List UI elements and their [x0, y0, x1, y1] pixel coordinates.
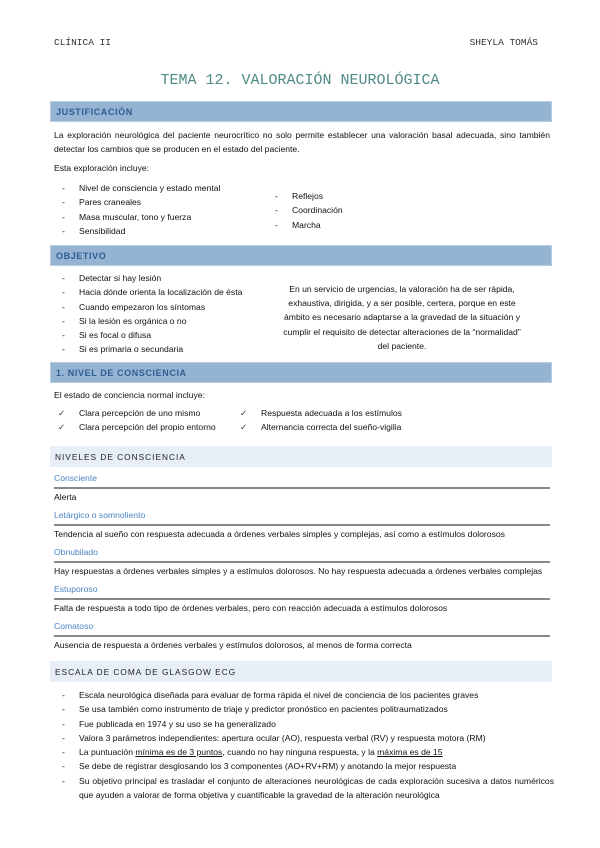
check-item: ✓ Alternancia correcta del sueño-vigilia: [236, 420, 402, 434]
list-item: - Fue publicada en 1974 y su uso se ha generalizado: [54, 717, 554, 731]
section-objetivo-heading: OBJETIVO: [50, 245, 552, 266]
list-item: - Si es focal o difusa: [54, 328, 242, 342]
check-item: ✓ Respuesta adecuada a los estímulos: [236, 406, 402, 420]
list-item: - Si es primaria o secundaria: [54, 342, 242, 356]
nivel-intro: El estado de conciencia normal incluye:: [54, 390, 205, 400]
normal-state-list-right: [236, 406, 402, 435]
glasgow-heading: ESCALA DE COMA DE GLASGOW ECG: [50, 661, 552, 682]
niveles-heading: NIVELES DE CONSCIENCIA: [50, 446, 552, 467]
list-item: - Valora 3 parámetros independientes: apertura ocular (AO), respuesta verbal (RV) y respuesta motora (RM): [54, 731, 554, 745]
level-description: Alerta: [54, 487, 550, 507]
list-item-score: [54, 745, 554, 759]
level-description: Falta de respuesta a todo tipo de órdenes verbales, pero con reacción adecuada a estímulos dolorosos: [54, 598, 550, 618]
level-term: Comatoso: [54, 621, 94, 631]
check-item: ✓ Clara percepción de uno mismo: [54, 406, 216, 420]
objetivo-list: [54, 271, 242, 357]
exploration-list-right: [267, 189, 343, 232]
level-term: Obnubilado: [54, 547, 98, 557]
list-item: - Escala neurológica diseñada para evaluar de forma rápida el nivel de conciencia de los pacientes graves: [54, 688, 554, 702]
list-item: - Detectar si hay lesión: [54, 271, 242, 285]
page-title: TEMA 12. VALORACIÓN NEUROLÓGICA: [160, 72, 440, 89]
list-item: - Se usa también como instrumento de triaje y predictor pronóstico en pacientes politraumatizados: [54, 702, 554, 716]
list-item: - Sensibilidad: [54, 224, 220, 238]
score-text: La puntuación: [79, 747, 136, 758]
list-item: - Pares craneales: [54, 195, 220, 209]
objetivo-note: En un servicio de urgencias, la valoración ha de ser rápida, exhaustiva, dirigida, y a ser posible, certera, porque en este ámbito es necesario adaptarse a la gravedad de la situación y cumplir el requisito de detectar alteraciones de la “normalidad” del paciente.: [283, 284, 521, 351]
list-item: - Reflejos: [267, 189, 343, 203]
level-term: Estuporoso: [54, 584, 98, 594]
list-item: - Se debe de registrar desglosando los 3 componentes (AO+RV+RM) y anotando la mejor respuesta: [54, 759, 554, 773]
section-justificacion-heading: JUSTIFICACIÓN: [50, 101, 552, 122]
header-author: SHEYLA TOMÁS: [469, 37, 538, 48]
list-item: - Nivel de consciencia y estado mental: [54, 181, 220, 195]
score-max: máxima es de 15: [377, 747, 443, 758]
score-text: , cuando no hay ninguna respuesta, y la: [222, 747, 378, 758]
consciousness-levels-table: [54, 470, 550, 655]
justificacion-paragraph: La exploración neurológica del paciente neurocrítico no solo permite establecer una valoración basal adecuada, sino también detectar los cambios que se producen en el estado del paciente.: [54, 130, 550, 154]
glasgow-list: [54, 688, 554, 802]
list-item: - Si la lesión es orgánica o no: [54, 314, 242, 328]
list-item: - Coordinación: [267, 203, 343, 217]
normal-state-list-left: [54, 406, 216, 435]
list-item: - Cuando empezaron los síntomas: [54, 300, 242, 314]
check-item: ✓ Clara percepción del propio entorno: [54, 420, 216, 434]
justificacion-intro: Esta exploración incluye:: [54, 163, 150, 173]
score-min: mínima es de 3 puntos: [135, 747, 223, 758]
section-nivel-heading: 1. NIVEL DE CONSCIENCIA: [50, 362, 552, 383]
list-item: - Masa muscular, tono y fuerza: [54, 210, 220, 224]
exploration-list-left: [54, 181, 220, 238]
list-item: - Su objetivo principal es trasladar el conjunto de alteraciones neurológicas de cada exploración sucesiva a datos numéricos que ayuden a valorar de forma objetiva y cuantificable la gravedad de la alteración neurológica: [54, 774, 554, 802]
list-item: - Marcha: [267, 218, 343, 232]
header-course: CLÍNICA II: [54, 37, 112, 48]
list-item: - Hacia dónde orienta la localización de ésta: [54, 285, 242, 299]
level-term: Consciente: [54, 473, 97, 483]
level-description: Tendencia al sueño con respuesta adecuada a órdenes verbales simples y complejas, así como a estímulos dolorosos: [54, 524, 550, 544]
level-description: Ausencia de respuesta a órdenes verbales y estímulos dolorosos, al menos de forma correcta: [54, 635, 550, 655]
level-description: Hay respuestas a órdenes verbales simples y a estímulos dolorosos. No hay respuesta adecuada a órdenes verbales complejas: [54, 561, 550, 581]
level-term: Letárgico o somnoliento: [54, 510, 146, 520]
